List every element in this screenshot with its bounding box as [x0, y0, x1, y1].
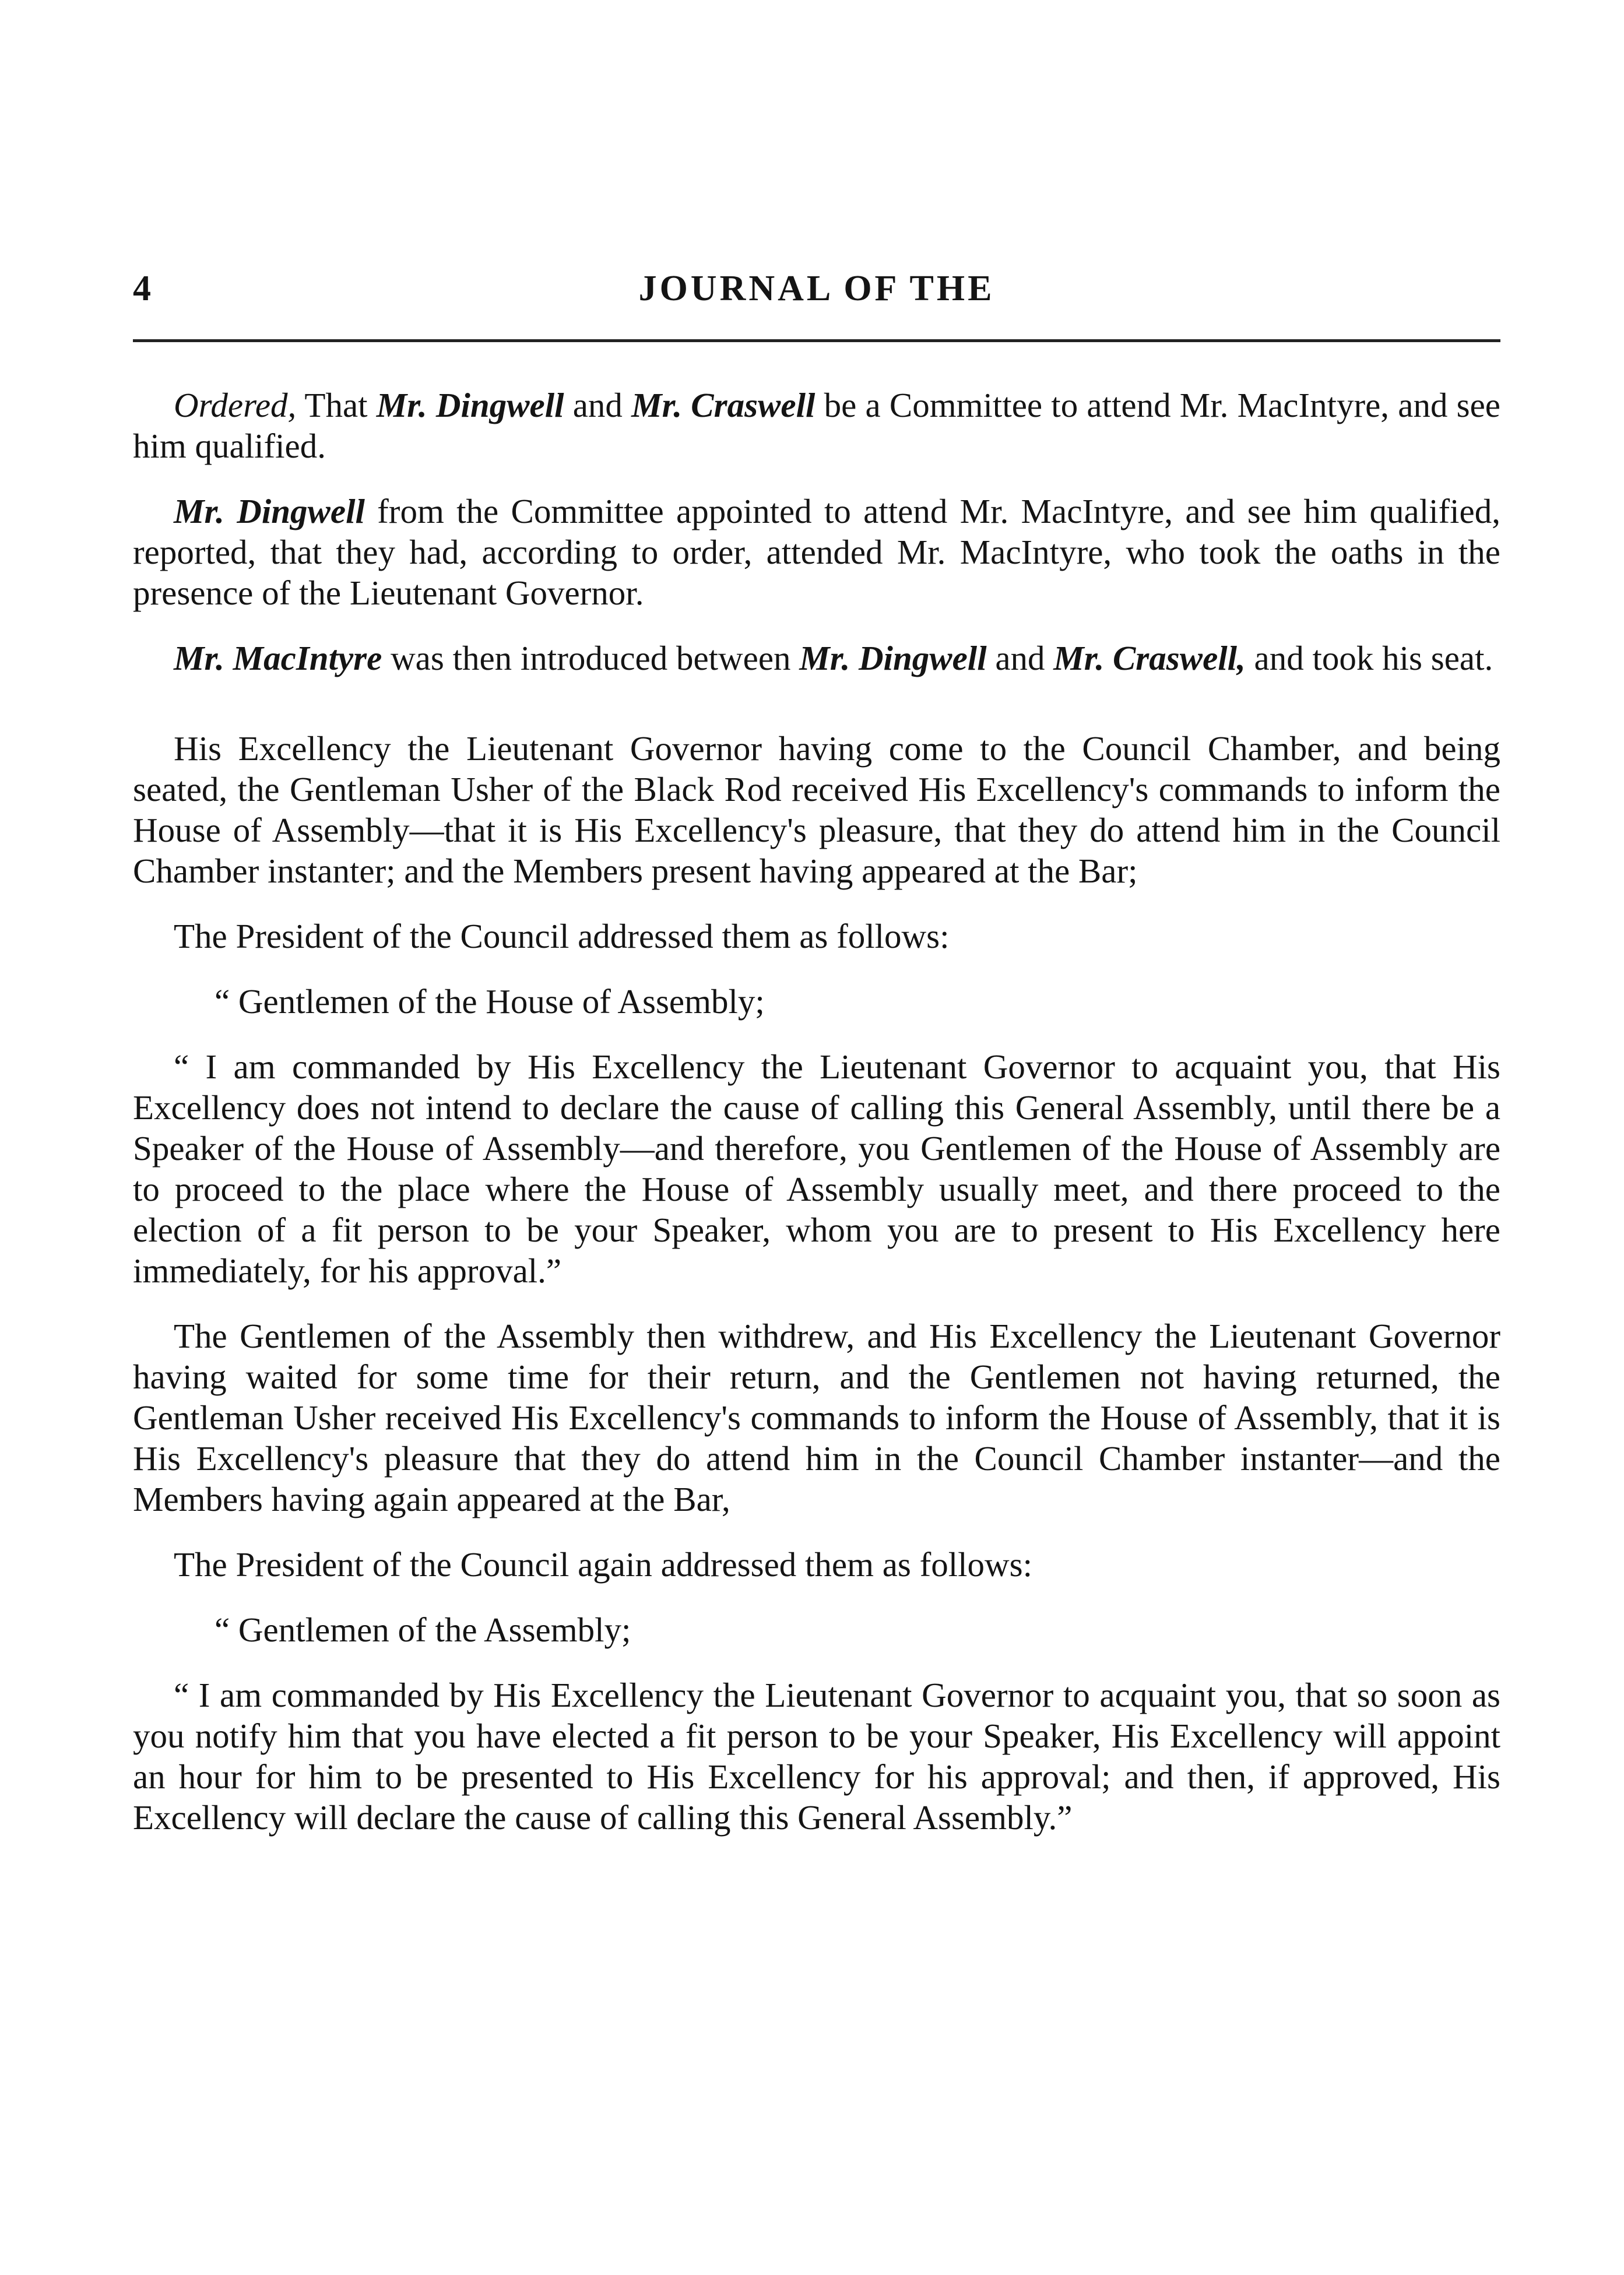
member-name: Mr. Craswell, [1053, 639, 1246, 677]
paragraph [133, 638, 1500, 678]
paragraph-text: That [296, 386, 377, 424]
paragraph-text: and [564, 386, 632, 424]
paragraph-text: “ I am commanded by His Excellency the Lieutenant Governor to acquaint you, that so soon as you notify him that you have elected a fit person to be your Speaker, His Excellency will appoint an hour for him to be presented to His Excellency for his approval; and then, if approved, His Excellency will declare the cause of calling this General Assembly.” [133, 1676, 1500, 1837]
paragraph-text: “ I am commanded by His Excellency the Lieutenant Governor to acquaint you, that His Excellency does not intend to declare the cause of calling this General Assembly, until there be a Speaker of the House of Assembly—and therefore, you Gentlemen of the House of Assembly are to proceed to the place where the House of Assembly usually meet, and there proceed to the election of a fit person to be your Speaker, whom you are to present to His Excellency here immediately, for his approval.” [133, 1047, 1500, 1290]
page-number: 4 [133, 269, 151, 308]
paragraph-text: The President of the Council again addressed them as follows: [174, 1545, 1033, 1584]
paragraph [133, 728, 1500, 891]
member-name: Mr. MacIntyre [174, 639, 382, 677]
paragraph-text: The President of the Council addressed them as follows: [174, 917, 950, 955]
paragraph [133, 1316, 1500, 1520]
paragraph [133, 1609, 1500, 1650]
member-name: Mr. Dingwell [376, 386, 564, 424]
paragraph-text: The Gentlemen of the Assembly then withdrew, and His Excellency the Lieutenant Governor having waited for some time for their return, and the Gentlemen not having returned, the Gentleman Usher received His Excellency's commands to inform the House of Assembly, that it is His Excellency's pleasure that they do attend him in the Council Chamber instanter—and the Members having again appeared at the Bar, [133, 1317, 1500, 1518]
paragraph-text: “ Gentlemen of the House of Assembly; [215, 982, 765, 1021]
page-header [133, 265, 1500, 312]
paragraph-text: was then introduced between [382, 639, 800, 677]
paragraph [133, 916, 1500, 957]
paragraph-text: from the Committee appointed to attend Mr. MacIntyre, and see him qualified, reported, that they had, according to order, attended Mr. MacIntyre, who took the oaths in the presence of the Lieutenant Governor. [133, 492, 1500, 612]
running-title: JOURNAL OF THE [638, 269, 995, 308]
member-name: Mr. Dingwell [174, 492, 365, 530]
paragraph [133, 981, 1500, 1022]
body-text [133, 385, 1500, 1862]
paragraph-text: be a Committee to attend Mr. MacIntyre, and see him qualified. [133, 386, 1500, 465]
paragraph-text: “ Gentlemen of the Assembly; [215, 1611, 631, 1649]
paragraph [133, 491, 1500, 613]
member-name: Mr. Craswell [631, 386, 815, 424]
paragraph [133, 385, 1500, 466]
paragraph-text: and took his seat. [1245, 639, 1493, 677]
paragraph [133, 1675, 1500, 1838]
paragraph-text: and [986, 639, 1054, 677]
paragraph-text: His Excellency the Lieutenant Governor having come to the Council Chamber, and being seated, the Gentleman Usher of the Black Rod received His Excellency's commands to inform the House of Assembly—that it is His Excellency's pleasure, that they do attend him in the Council Chamber instanter; and the Members present having appeared at the Bar; [133, 729, 1500, 890]
paragraph [133, 1544, 1500, 1585]
lead-word: Ordered, [174, 386, 297, 424]
member-name: Mr. Dingwell [799, 639, 987, 677]
header-rule [133, 339, 1500, 342]
paragraph [133, 1046, 1500, 1291]
